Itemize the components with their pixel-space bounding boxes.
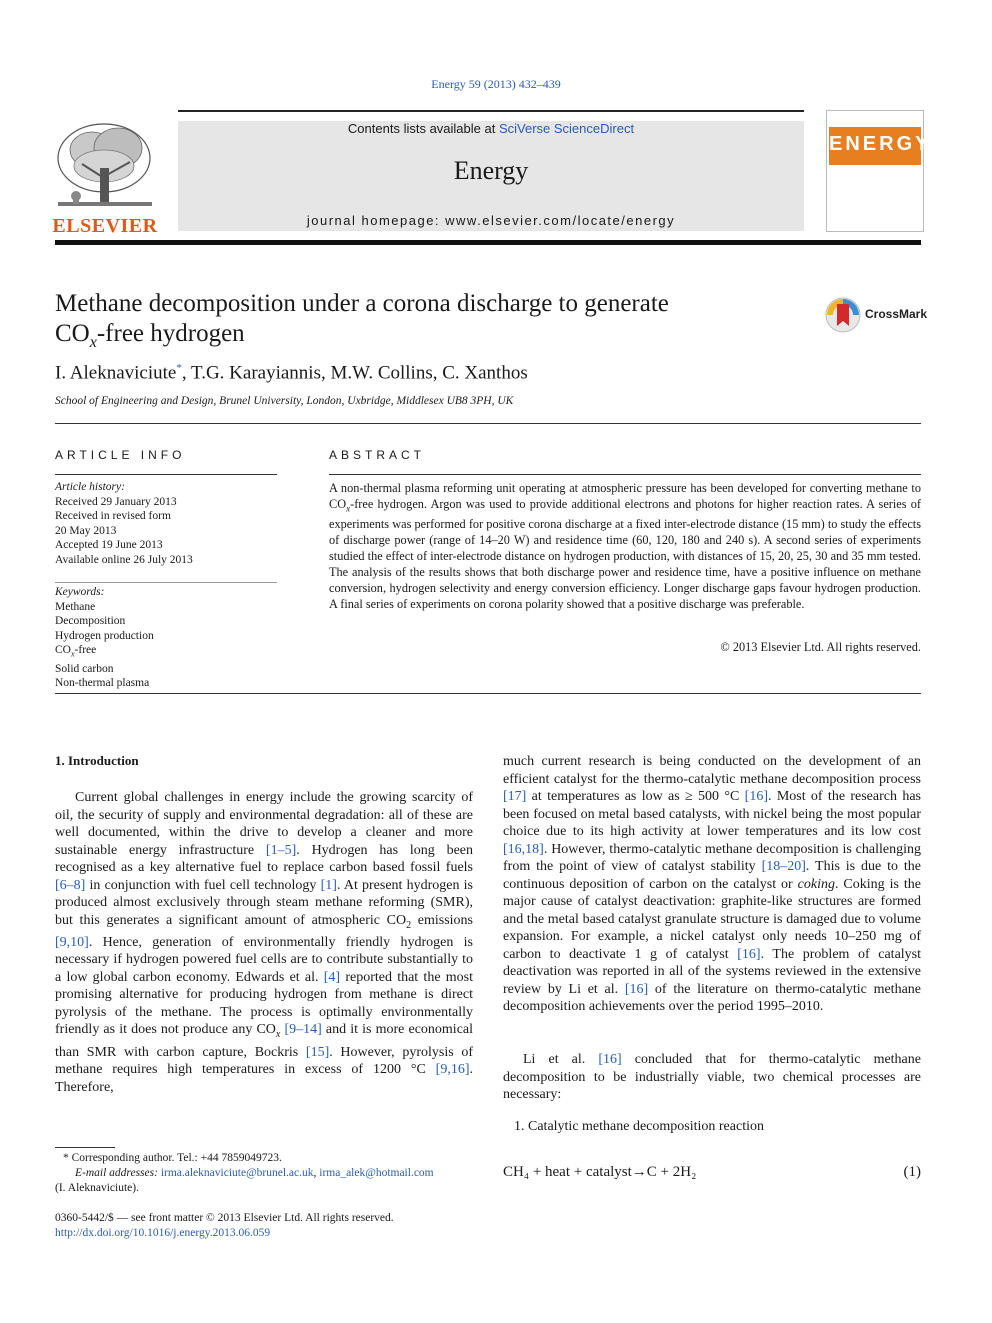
paragraph bbox=[503, 1051, 921, 1104]
text: emissions bbox=[411, 912, 473, 928]
email-label: E-mail addresses: bbox=[75, 1167, 161, 1179]
text: at temperatures as low as ≥ 500 °C bbox=[526, 789, 745, 804]
keyword-sub-x: x bbox=[70, 649, 75, 659]
citation-link[interactable]: [9–14] bbox=[284, 1022, 322, 1038]
intro-paragraph-1 bbox=[55, 789, 473, 1096]
journal-cover-thumbnail[interactable] bbox=[826, 110, 932, 232]
footnote-rule bbox=[55, 1147, 115, 1148]
citation-link[interactable]: [16] bbox=[624, 981, 649, 997]
text: reported that the most promising alternative for producing hydrogen from methane is direct pyrolysis of the methane. The process is optimally environmentally friendly as it does not produce any CO bbox=[55, 969, 473, 1038]
text: . At present hydrogen is produced almost exclusively through steam methane reforming (SMR), but this generates a significant amount of atmospheric CO bbox=[55, 877, 473, 928]
article-title bbox=[55, 289, 795, 358]
citation-link[interactable]: [1] bbox=[320, 877, 337, 893]
email-link[interactable]: irma.aleknaviciute@brunel.ac.uk bbox=[160, 1167, 314, 1179]
equation-number: (1) bbox=[903, 1164, 921, 1180]
text: and it is more economical than SMR with carbon capture, Bockris bbox=[55, 1022, 474, 1060]
divider bbox=[55, 423, 921, 424]
process-list-item: 1. Catalytic methane decomposition reaction bbox=[514, 1119, 764, 1134]
contents-line bbox=[178, 121, 804, 136]
keyword-co: CO bbox=[55, 644, 71, 656]
email-link[interactable]: irma_alek@hotmail.com bbox=[319, 1167, 434, 1179]
citation-link[interactable]: [4] bbox=[323, 969, 341, 985]
crossmark-icon bbox=[825, 296, 861, 334]
keywords bbox=[55, 585, 154, 691]
subscript: x bbox=[275, 1029, 281, 1041]
article-info-heading: ARTICLE INFO bbox=[55, 448, 186, 462]
divider bbox=[55, 693, 921, 694]
citation-link[interactable]: [9,10] bbox=[55, 934, 89, 950]
doi-link[interactable]: http://dx.doi.org/10.1016/j.energy.2013.06.059 bbox=[55, 1227, 271, 1239]
email-owner: (I. Aleknaviciute). bbox=[55, 1182, 139, 1194]
citation-link[interactable]: [16] bbox=[744, 789, 768, 804]
header-bottom-rule bbox=[55, 240, 921, 245]
text: . Most of the research has been focused on metal based catalysts, with nickel being the most popular choice due to its high activity at lower temperatures and its low cost bbox=[503, 789, 921, 839]
text: in conjunction with fuel cell technology bbox=[85, 877, 321, 893]
author-list bbox=[55, 362, 528, 384]
email-line bbox=[55, 1166, 473, 1181]
issn-line: 0360-5442/$ — see front matter © 2013 Elsevier Ltd. All rights reserved. bbox=[55, 1212, 394, 1224]
emphasis: coking bbox=[797, 876, 835, 892]
equation: CH₄ + heat + catalyst→C + 2H₂ bbox=[503, 1164, 697, 1180]
text: concluded that for thermo-catalytic methane decomposition to be industrially viable, two chemical processes are necessary: bbox=[503, 1052, 921, 1102]
citation-link[interactable]: [16,18] bbox=[503, 841, 544, 857]
section-heading-introduction: 1. Introduction bbox=[55, 753, 139, 768]
citation-link[interactable]: [17] bbox=[503, 789, 527, 804]
title-co: CO bbox=[55, 320, 90, 347]
text: . Therefore, bbox=[55, 1062, 473, 1095]
divider bbox=[55, 474, 277, 475]
title-sub-x: x bbox=[89, 334, 97, 351]
text: of the literature on thermo-catalytic methane decomposition achievements over the period 1995–2010. bbox=[503, 981, 921, 1014]
history-item: Accepted 19 June 2013 bbox=[55, 539, 163, 551]
history-label: Article history: bbox=[55, 481, 125, 493]
affiliation: School of Engineering and Design, Brunel University, London, Uxbridge, Middlesex UB8 3PH, UK bbox=[55, 395, 514, 407]
abstract-part: A non-thermal plasma reforming unit operating at atmospheric pressure has been developed for converting methane to CO bbox=[329, 481, 921, 511]
text: . However, pyrolysis of methane requires high temperatures in excess of 1200 °C bbox=[55, 1044, 474, 1078]
corresponding-mark[interactable]: * bbox=[176, 362, 182, 374]
corresponding-author: * Corresponding author. Tel.: +44 7859049723. bbox=[63, 1152, 282, 1164]
body-column-left bbox=[55, 789, 473, 1096]
author-first[interactable]: I. Aleknaviciute bbox=[55, 362, 177, 384]
title-line-1: Methane decomposition under a corona discharge to generate bbox=[55, 290, 669, 317]
keyword: Hydrogen production bbox=[55, 629, 154, 642]
intro-paragraph-2 bbox=[503, 1051, 921, 1104]
sciencedirect-link[interactable]: SciVerse ScienceDirect bbox=[498, 121, 635, 136]
keyword bbox=[55, 643, 154, 662]
intro-paragraph-1-continued bbox=[503, 753, 921, 1016]
keyword: Decomposition bbox=[55, 615, 126, 627]
history-item: Received in revised form bbox=[55, 510, 171, 522]
footnotes bbox=[55, 1151, 473, 1196]
cover-title: ENERGY bbox=[829, 133, 932, 155]
elsevier-logo[interactable] bbox=[52, 118, 158, 236]
journal-homepage[interactable]: journal homepage: www.elsevier.com/locate/energy bbox=[306, 213, 676, 228]
abstract-text bbox=[329, 481, 921, 613]
subscript: 2 bbox=[406, 919, 412, 931]
keyword-suffix: -free bbox=[74, 644, 97, 656]
citation-link[interactable]: [18–20] bbox=[761, 859, 806, 874]
history-item: Received 29 January 2013 bbox=[55, 495, 177, 508]
citation-link[interactable]: [16] bbox=[598, 1052, 622, 1067]
abstract-copyright: © 2013 Elsevier Ltd. All rights reserved. bbox=[720, 640, 921, 654]
text: . Hence, generation of environmentally friendly hydrogen is necessary if hydrogen powered fuel cells are to contribute substantially to a low global carbon economy. Edwards et al. bbox=[55, 934, 473, 985]
text: . However, thermo-catalytic methane decomposition is challenging from the point of view of catalyst stability bbox=[503, 841, 921, 874]
body-column-right bbox=[503, 753, 921, 1016]
title-suffix: -free hydrogen bbox=[96, 320, 245, 347]
divider bbox=[55, 582, 277, 583]
text: . Hydrogen has long been recognised as a key alternative fuel to replace carbon based fossil fuels bbox=[55, 842, 474, 875]
keyword: Methane bbox=[55, 600, 96, 613]
article-history bbox=[55, 480, 193, 567]
citation-link[interactable]: [1–5] bbox=[265, 842, 297, 858]
abstract-sub-x: x bbox=[346, 503, 351, 514]
crossmark-badge[interactable] bbox=[825, 296, 928, 336]
title-line-2 bbox=[55, 319, 795, 358]
elsevier-tree-icon bbox=[52, 118, 158, 218]
history-item: 20 May 2013 bbox=[55, 524, 117, 537]
contents-prefix: Contents lists available at bbox=[347, 121, 499, 136]
divider bbox=[329, 474, 921, 475]
text: much current research is being conducted on the development of an efficient catalyst for the thermo-catalytic methane decomposition process bbox=[503, 754, 921, 787]
citation-link[interactable]: [9,16] bbox=[435, 1062, 470, 1078]
abstract-heading: ABSTRACT bbox=[329, 448, 426, 462]
crossmark-label: CrossMark bbox=[865, 307, 928, 321]
abstract-part: -free hydrogen. Argon was used to provide additional electrons and photons for higher reaction rates. A series of experiments was performed for positive corona discharge at a fixed inter-electrode distance (15 mm) to study the effects of discharge power (range of 14–20 W) and residence time (60, 120, 180 and 240 s). A second series of experiments studied the effect of inter-electrode distance on hydrogen production, with distances of 15, 20, 25, 30 and 35 mm tested. The analysis of the results shows that both discharge power and residence time, have a positive influence on methane conversion, hydrogen selectivity and energy conversion efficiency. Longer discharge gaps favour hydrogen production. A final series of experiments on corona polarity showed that a positive discharge was preferable. bbox=[329, 496, 921, 611]
author-rest: , T.G. Karayiannis, M.W. Collins, C. Xanthos bbox=[181, 362, 528, 384]
keyword: Non-thermal plasma bbox=[55, 677, 150, 690]
journal-citation[interactable]: Energy 59 (2013) 432–439 bbox=[431, 77, 561, 91]
text: . Coking is the major cause of catalyst deactivation: graphite-like structures are formed and the metal based catalyst granulate structure is damaged due to volume expansion. For example, a nickel catalyst only needs 10–250 mg of carbon to deactivate 1 g of catalyst bbox=[503, 876, 921, 962]
text: Current global challenges in energy include the growing scarcity of oil, the security of supply and environmental degradation: all of these are well documented, within the drive to develop a cleaner and more sustainable energy infrastructure bbox=[55, 790, 473, 858]
journal-name: Energy bbox=[453, 156, 529, 185]
text: Li et al. bbox=[523, 1052, 599, 1067]
text: . This is due to the continuous deposition of carbon on the catalyst or bbox=[503, 859, 921, 892]
history-item: Available online 26 July 2013 bbox=[55, 553, 193, 566]
citation-link[interactable]: [16] bbox=[737, 946, 761, 962]
front-matter bbox=[55, 1211, 394, 1241]
email-sep: , bbox=[313, 1167, 320, 1179]
keyword: Solid carbon bbox=[55, 662, 114, 675]
text: . The problem of catalyst deactivation was reported in all of the systems reviewed in the extensive review by Li et al. bbox=[503, 946, 922, 997]
elsevier-wordmark: ELSEVIER bbox=[52, 215, 158, 237]
citation-link[interactable]: [15] bbox=[305, 1044, 330, 1060]
header-top-rule bbox=[178, 110, 804, 112]
keywords-label: Keywords: bbox=[55, 586, 105, 598]
citation-link[interactable]: [6–8] bbox=[55, 877, 86, 893]
